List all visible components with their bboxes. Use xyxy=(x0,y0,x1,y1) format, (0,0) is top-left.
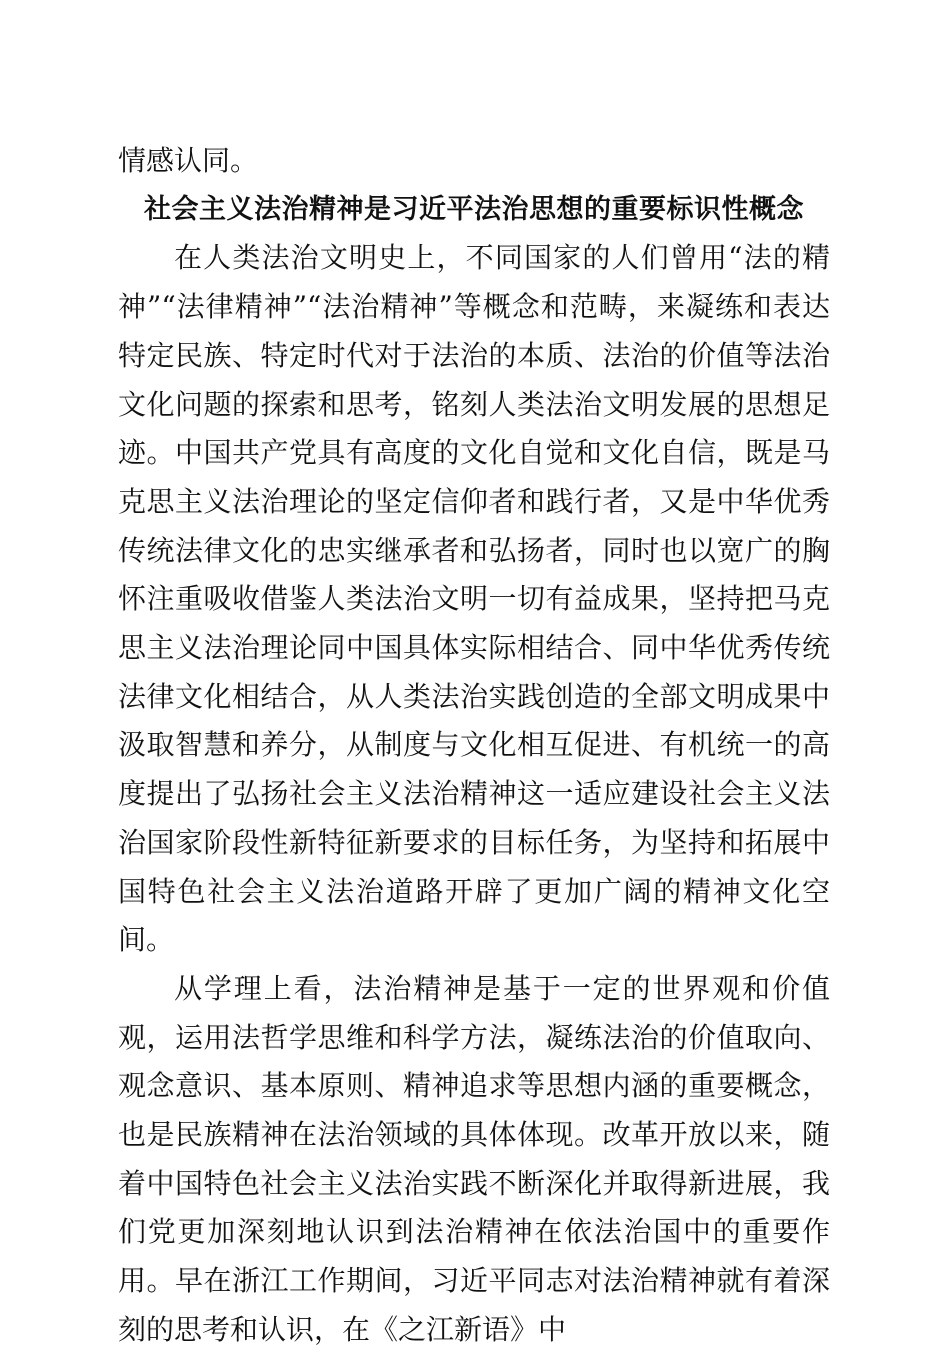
document-body xyxy=(118,137,830,1355)
paragraph-2: 从学理上看，法治精神是基于一定的世界观和价值观，运用法哲学思维和科学方法，凝练法治的价值取向、观念意识、基本原则、精神追求等思想内涵的重要概念，也是民族精神在法治领域的具体体现。改革开放以来，随着中国特色社会主义法治实践不断深化并取得新进展，我们党更加深刻地认识到法治精神在依法治国中的重要作用。早在浙江工作期间，习近平同志对法治精神就有着深刻的思考和认识，在《之江新语》中 xyxy=(118,971,830,1346)
continued-text-line: 情感认同。 xyxy=(118,144,259,177)
paragraph-1: 在人类法治文明史上，不同国家的人们曾用“法的精神”“法律精神”“法治精神”等概念和范畴，来凝练和表达特定民族、特定时代对于法治的本质、法治的价值等法治文化问题的探索和思考，铭刻人类法治文明发展的思想足迹。中国共产党具有高度的文化自觉和文化自信，既是马克思主义法治理论的坚定信仰者和践行者，又是中华优秀传统法律文化的忠实继承者和弘扬者，同时也以宽广的胸怀注重吸收借鉴人类法治文明一切有益成果，坚持把马克思主义法治理论同中国具体实际相结合、同中华优秀传统法律文化相结合，从人类法治实践创造的全部文明成果中汲取智慧和养分，从制度与文化相互促进、有机统一的高度提出了弘扬社会主义法治精神这一适应建设社会主义法治国家阶段性新特征新要求的目标任务，为坚持和拓展中国特色社会主义法治道路开辟了更加广阔的精神文化空间。 xyxy=(118,241,830,957)
section-heading: 社会主义法治精神是习近平法治思想的重要标识性概念 xyxy=(144,193,804,225)
